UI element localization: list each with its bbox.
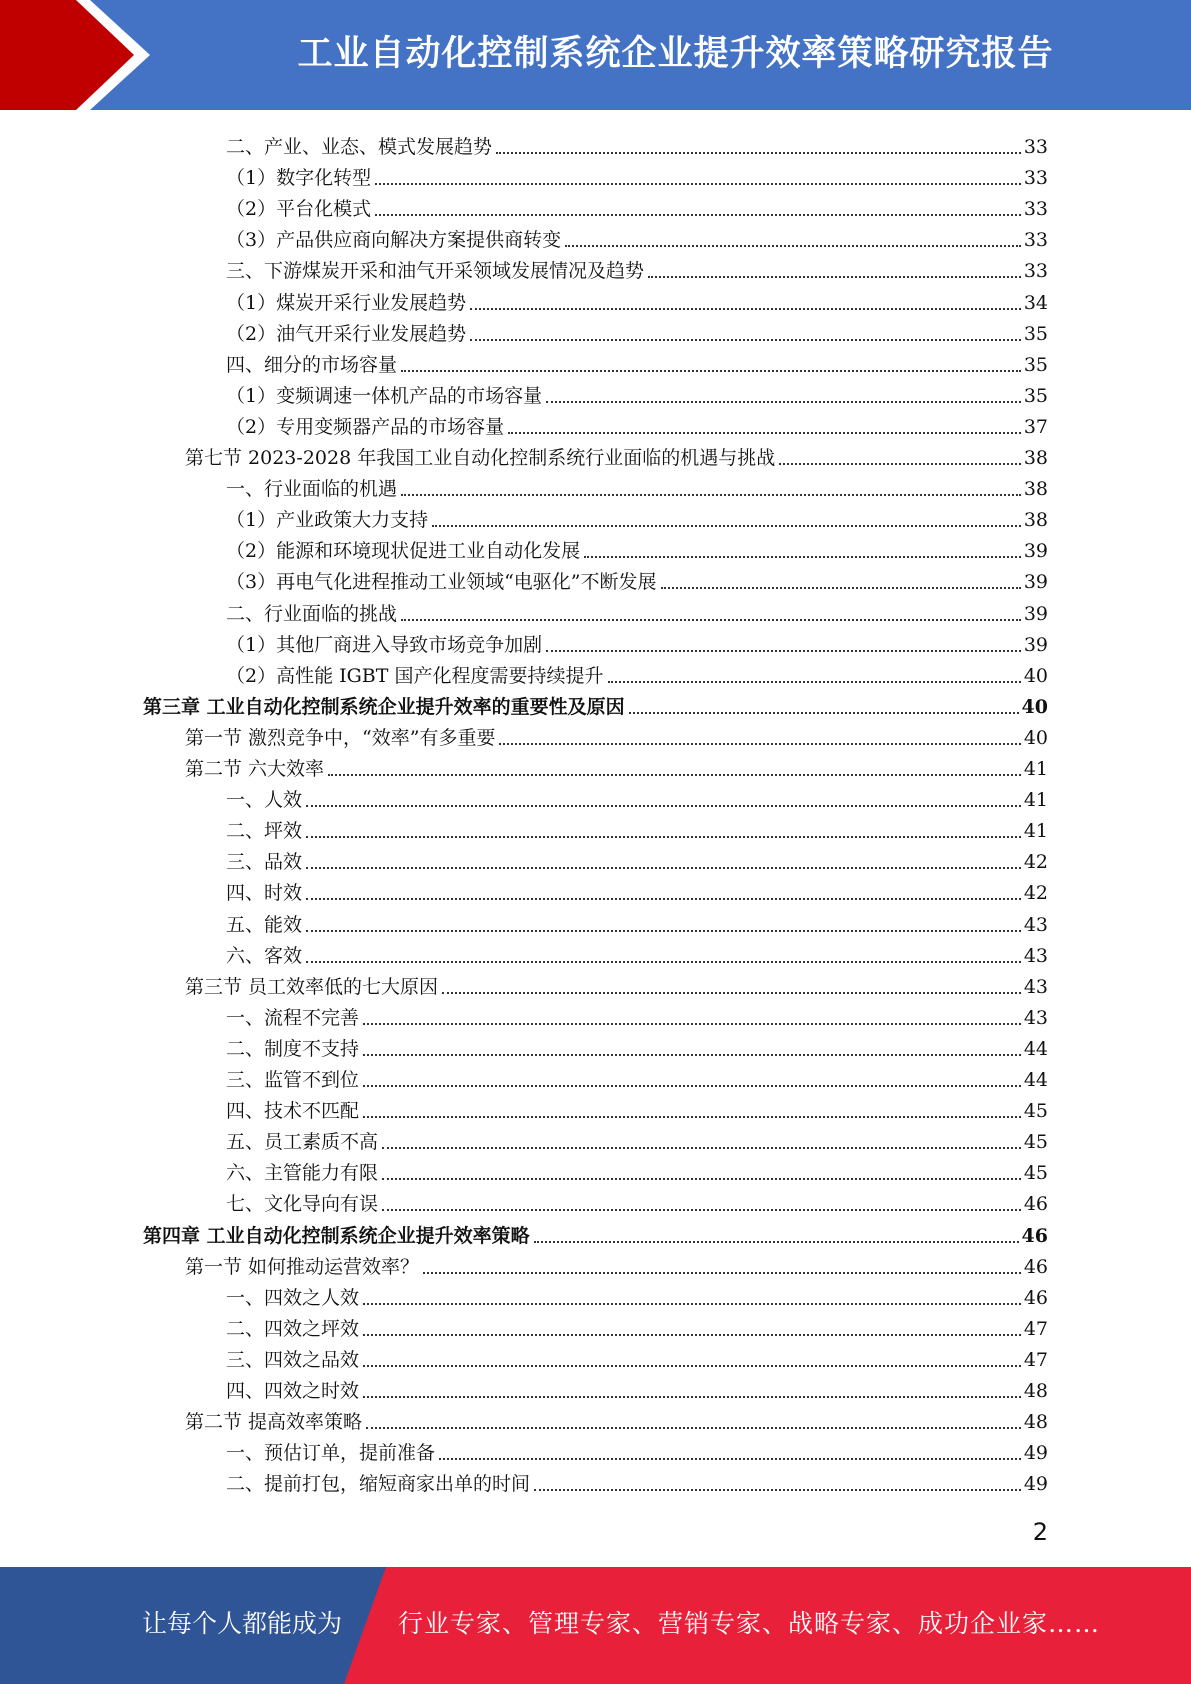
toc-entry-title: （1）数字化转型 bbox=[226, 167, 372, 189]
toc-entry-page: 49 bbox=[1023, 1473, 1048, 1495]
footer-slogan-right: 行业专家、管理专家、营销专家、战略专家、成功企业家…… bbox=[398, 1609, 1101, 1638]
toc-dot-leader bbox=[401, 617, 1021, 621]
report-title: 工业自动化控制系统企业提升效率策略研究报告 bbox=[297, 34, 1054, 74]
toc-entry-title: （2）专用变频器产品的市场容量 bbox=[226, 416, 505, 438]
toc-entry[interactable] bbox=[226, 128, 1048, 159]
toc-dot-leader bbox=[363, 1021, 1021, 1025]
toc-dot-leader bbox=[382, 1207, 1021, 1211]
toc-entry-page: 47 bbox=[1023, 1318, 1048, 1340]
toc-entry-title: （1）产业政策大力支持 bbox=[226, 509, 429, 531]
toc-dot-leader bbox=[366, 1425, 1021, 1429]
toc-dot-leader bbox=[648, 274, 1021, 278]
toc-entry[interactable] bbox=[226, 501, 1048, 532]
toc-entry-page: 35 bbox=[1023, 385, 1048, 407]
toc-dot-leader bbox=[375, 181, 1021, 185]
toc-entry-title: 一、流程不完善 bbox=[226, 1007, 360, 1029]
toc-entry-title: 第二节 提高效率策略 bbox=[185, 1411, 363, 1433]
toc-entry-title: 二、坪效 bbox=[226, 820, 303, 842]
toc-entry-title: 四、四效之时效 bbox=[226, 1380, 360, 1402]
toc-entry-page: 39 bbox=[1023, 540, 1048, 562]
toc-dot-leader bbox=[363, 1394, 1021, 1398]
toc-entry[interactable] bbox=[226, 1434, 1048, 1465]
toc-dot-leader bbox=[534, 1487, 1021, 1491]
toc-entry-page: 39 bbox=[1023, 571, 1048, 593]
toc-dot-leader bbox=[401, 368, 1021, 372]
toc-dot-leader bbox=[496, 150, 1021, 154]
toc-entry-title: 四、细分的市场容量 bbox=[226, 354, 398, 376]
toc-entry-page: 34 bbox=[1023, 292, 1048, 314]
toc-entry-title: 第一节 如何推动运营效率？ bbox=[185, 1256, 420, 1278]
toc-dot-leader bbox=[382, 1176, 1021, 1180]
toc-entry[interactable] bbox=[226, 315, 1048, 346]
toc-entry[interactable] bbox=[226, 626, 1048, 657]
toc-entry-title: 三、监管不到位 bbox=[226, 1069, 360, 1091]
toc-entry[interactable] bbox=[226, 408, 1048, 439]
toc-entry-page: 45 bbox=[1023, 1162, 1048, 1184]
toc-entry-title: （3）产品供应商向解决方案提供商转变 bbox=[226, 229, 562, 251]
toc-entry[interactable] bbox=[226, 1154, 1048, 1185]
toc-entry-title: 第三节 员工效率低的七大原因 bbox=[185, 976, 439, 998]
toc-dot-leader bbox=[306, 896, 1021, 900]
toc-entry[interactable] bbox=[226, 657, 1048, 688]
toc-entry[interactable] bbox=[226, 346, 1048, 377]
toc-entry[interactable] bbox=[185, 750, 1048, 781]
toc-entry-title: 五、能效 bbox=[226, 914, 303, 936]
toc-entry[interactable] bbox=[185, 1403, 1048, 1434]
toc-entry[interactable] bbox=[226, 906, 1048, 937]
toc-entry[interactable] bbox=[226, 377, 1048, 408]
toc-entry[interactable] bbox=[226, 284, 1048, 315]
toc-entry-title: 第一节 激烈竞争中，“效率”有多重要 bbox=[185, 727, 496, 749]
toc-dot-leader bbox=[499, 741, 1020, 745]
toc-dot-leader bbox=[470, 306, 1021, 310]
footer-slogan-left: 让每个人都能成为 bbox=[142, 1609, 343, 1638]
toc-entry[interactable] bbox=[226, 1030, 1048, 1061]
toc-dot-leader bbox=[779, 461, 1021, 465]
toc-entry-page: 43 bbox=[1023, 945, 1048, 967]
toc-entry-page: 43 bbox=[1023, 976, 1048, 998]
toc-entry-title: （1）煤炭开采行业发展趋势 bbox=[226, 292, 467, 314]
footer-banner bbox=[0, 1567, 1191, 1684]
toc-entry-page: 37 bbox=[1023, 416, 1048, 438]
toc-entry-page: 48 bbox=[1023, 1380, 1048, 1402]
toc-dot-leader bbox=[363, 1301, 1021, 1305]
toc-dot-leader bbox=[306, 803, 1021, 807]
toc-entry[interactable] bbox=[185, 968, 1048, 999]
toc-dot-leader bbox=[432, 523, 1021, 527]
toc-dot-leader bbox=[439, 1456, 1021, 1460]
toc-entry-page: 46 bbox=[1023, 1256, 1048, 1278]
toc-entry[interactable] bbox=[226, 470, 1048, 501]
toc-entry-title: 六、客效 bbox=[226, 945, 303, 967]
toc-entry-title: 第四章 工业自动化控制系统企业提升效率策略 bbox=[143, 1225, 530, 1247]
toc-entry[interactable] bbox=[185, 1248, 1048, 1279]
toc-entry-page: 41 bbox=[1023, 789, 1048, 811]
toc-entry[interactable] bbox=[226, 252, 1048, 283]
toc-dot-leader bbox=[363, 1052, 1021, 1056]
toc-dot-leader bbox=[546, 399, 1021, 403]
toc-dot-leader bbox=[508, 430, 1021, 434]
toc-entry-title: 四、时效 bbox=[226, 882, 303, 904]
toc-dot-leader bbox=[328, 772, 1021, 776]
toc-dot-leader bbox=[306, 928, 1021, 932]
toc-entry[interactable] bbox=[226, 1061, 1048, 1092]
toc-entry-page: 46 bbox=[1023, 1287, 1048, 1309]
toc-entry-page: 35 bbox=[1023, 354, 1048, 376]
toc-entry-title: 第三章 工业自动化控制系统企业提升效率的重要性及原因 bbox=[143, 696, 625, 718]
toc-entry-page: 42 bbox=[1023, 851, 1048, 873]
toc-entry-title: 一、人效 bbox=[226, 789, 303, 811]
toc-dot-leader bbox=[401, 492, 1021, 496]
toc-entry[interactable] bbox=[185, 439, 1048, 470]
toc-entry-title: （3）再电气化进程推动工业领域“电驱化”不断发展 bbox=[226, 571, 657, 593]
toc-entry-title: （2）高性能 IGBT 国产化程度需要持续提升 bbox=[226, 665, 604, 687]
toc-entry-page: 33 bbox=[1023, 136, 1048, 158]
toc-dot-leader bbox=[363, 1363, 1021, 1367]
toc-entry-title: 三、四效之品效 bbox=[226, 1349, 360, 1371]
toc-entry[interactable] bbox=[226, 843, 1048, 874]
toc-entry[interactable] bbox=[226, 781, 1048, 812]
toc-entry-page: 35 bbox=[1023, 323, 1048, 345]
toc-entry-page: 39 bbox=[1023, 603, 1048, 625]
toc-dot-leader bbox=[382, 1145, 1021, 1149]
toc-dot-leader bbox=[608, 679, 1021, 683]
toc-entry-page: 33 bbox=[1023, 260, 1048, 282]
toc-dot-leader bbox=[306, 865, 1021, 869]
toc-entry-title: 四、技术不匹配 bbox=[226, 1100, 360, 1122]
toc-entry-page: 40 bbox=[1023, 665, 1048, 687]
toc-entry[interactable] bbox=[226, 221, 1048, 252]
toc-entry-title: 五、员工素质不高 bbox=[226, 1131, 379, 1153]
toc-entry-page: 33 bbox=[1023, 198, 1048, 220]
toc-entry[interactable] bbox=[143, 1217, 1048, 1248]
toc-entry[interactable] bbox=[226, 1465, 1048, 1496]
toc-entry-page: 41 bbox=[1023, 758, 1048, 780]
toc-entry-title: 七、文化导向有误 bbox=[226, 1193, 379, 1215]
toc-entry[interactable] bbox=[226, 999, 1048, 1030]
toc-entry-title: （2）能源和环境现状促进工业自动化发展 bbox=[226, 540, 581, 562]
toc-entry-title: 一、行业面临的机遇 bbox=[226, 478, 398, 500]
toc-entry-title: 三、品效 bbox=[226, 851, 303, 873]
toc-dot-leader bbox=[363, 1083, 1021, 1087]
toc-entry[interactable] bbox=[226, 159, 1048, 190]
toc-entry[interactable] bbox=[226, 812, 1048, 843]
toc-entry[interactable] bbox=[226, 1185, 1048, 1216]
toc-entry[interactable] bbox=[226, 190, 1048, 221]
toc-entry-page: 46 bbox=[1023, 1193, 1048, 1215]
toc-entry[interactable] bbox=[226, 874, 1048, 905]
toc-entry-page: 47 bbox=[1023, 1349, 1048, 1371]
toc-entry[interactable] bbox=[226, 1341, 1048, 1372]
toc-entry-page: 43 bbox=[1023, 914, 1048, 936]
toc-dot-leader bbox=[363, 1114, 1021, 1118]
toc-dot-leader bbox=[470, 337, 1021, 341]
toc-entry-title: 一、预估订单，提前准备 bbox=[226, 1442, 436, 1464]
toc-dot-leader bbox=[423, 1270, 1021, 1274]
toc-entry-title: （2）平台化模式 bbox=[226, 198, 372, 220]
toc-dot-leader bbox=[629, 710, 1019, 714]
toc-entry-title: 三、下游煤炭开采和油气开采领域发展情况及趋势 bbox=[226, 260, 645, 282]
toc-dot-leader bbox=[565, 243, 1021, 247]
toc-entry[interactable] bbox=[185, 719, 1048, 750]
toc-entry[interactable] bbox=[226, 1092, 1048, 1123]
toc-entry-page: 42 bbox=[1023, 882, 1048, 904]
report-header bbox=[0, 0, 1191, 110]
toc-dot-leader bbox=[306, 959, 1021, 963]
toc-dot-leader bbox=[534, 1239, 1019, 1243]
toc-entry-page: 38 bbox=[1023, 509, 1048, 531]
toc-entry-title: （1）其他厂商进入导致市场竞争加剧 bbox=[226, 634, 543, 656]
toc-entry-title: 二、行业面临的挑战 bbox=[226, 603, 398, 625]
red-arrow-banner-icon bbox=[0, 0, 150, 110]
toc-entry-title: 二、产业、业态、模式发展趋势 bbox=[226, 136, 493, 158]
toc-entry-page: 45 bbox=[1023, 1131, 1048, 1153]
toc-entry[interactable] bbox=[226, 1279, 1048, 1310]
page-number: 2 bbox=[1032, 1518, 1048, 1546]
toc-entry-title: 二、提前打包，缩短商家出单的时间 bbox=[226, 1473, 531, 1495]
toc-entry-title: 二、四效之坪效 bbox=[226, 1318, 360, 1340]
toc-entry-title: （2）油气开采行业发展趋势 bbox=[226, 323, 467, 345]
toc-entry[interactable] bbox=[226, 532, 1048, 563]
toc-entry-page: 45 bbox=[1023, 1100, 1048, 1122]
toc-entry-title: 第二节 六大效率 bbox=[185, 758, 325, 780]
toc-entry-page: 44 bbox=[1023, 1069, 1048, 1091]
toc-entry[interactable] bbox=[226, 1310, 1048, 1341]
toc-entry[interactable] bbox=[226, 937, 1048, 968]
toc-dot-leader bbox=[375, 212, 1021, 216]
toc-entry-page: 49 bbox=[1023, 1442, 1048, 1464]
toc-entry-title: 一、四效之人效 bbox=[226, 1287, 360, 1309]
toc-entry-title: 六、主管能力有限 bbox=[226, 1162, 379, 1184]
toc-entry-page: 33 bbox=[1023, 229, 1048, 251]
toc-entry-title: 二、制度不支持 bbox=[226, 1038, 360, 1060]
toc-entry-page: 33 bbox=[1023, 167, 1048, 189]
toc-entry-page: 38 bbox=[1023, 478, 1048, 500]
toc-dot-leader bbox=[442, 990, 1021, 994]
toc-entry[interactable] bbox=[226, 1372, 1048, 1403]
toc-entry[interactable] bbox=[143, 688, 1048, 719]
toc-entry-title: （1）变频调速一体机产品的市场容量 bbox=[226, 385, 543, 407]
toc-entry[interactable] bbox=[226, 563, 1048, 594]
toc-entry-page: 39 bbox=[1023, 634, 1048, 656]
toc-dot-leader bbox=[306, 834, 1021, 838]
toc-entry[interactable] bbox=[226, 595, 1048, 626]
toc-entry-page: 41 bbox=[1023, 820, 1048, 842]
toc-entry-page: 43 bbox=[1023, 1007, 1048, 1029]
toc-entry-page: 46 bbox=[1021, 1225, 1048, 1247]
toc-dot-leader bbox=[661, 585, 1021, 589]
toc-entry-title: 第七节 2023-2028 年我国工业自动化控制系统行业面临的机遇与挑战 bbox=[185, 447, 776, 469]
toc-entry-page: 38 bbox=[1023, 447, 1048, 469]
toc-entry[interactable] bbox=[226, 1123, 1048, 1154]
toc-dot-leader bbox=[584, 554, 1021, 558]
toc-entry-page: 44 bbox=[1023, 1038, 1048, 1060]
toc-dot-leader bbox=[363, 1332, 1021, 1336]
toc-entry-page: 48 bbox=[1023, 1411, 1048, 1433]
toc-dot-leader bbox=[546, 648, 1021, 652]
toc-entry-page: 40 bbox=[1023, 727, 1048, 749]
toc-entry-page: 40 bbox=[1021, 696, 1048, 718]
